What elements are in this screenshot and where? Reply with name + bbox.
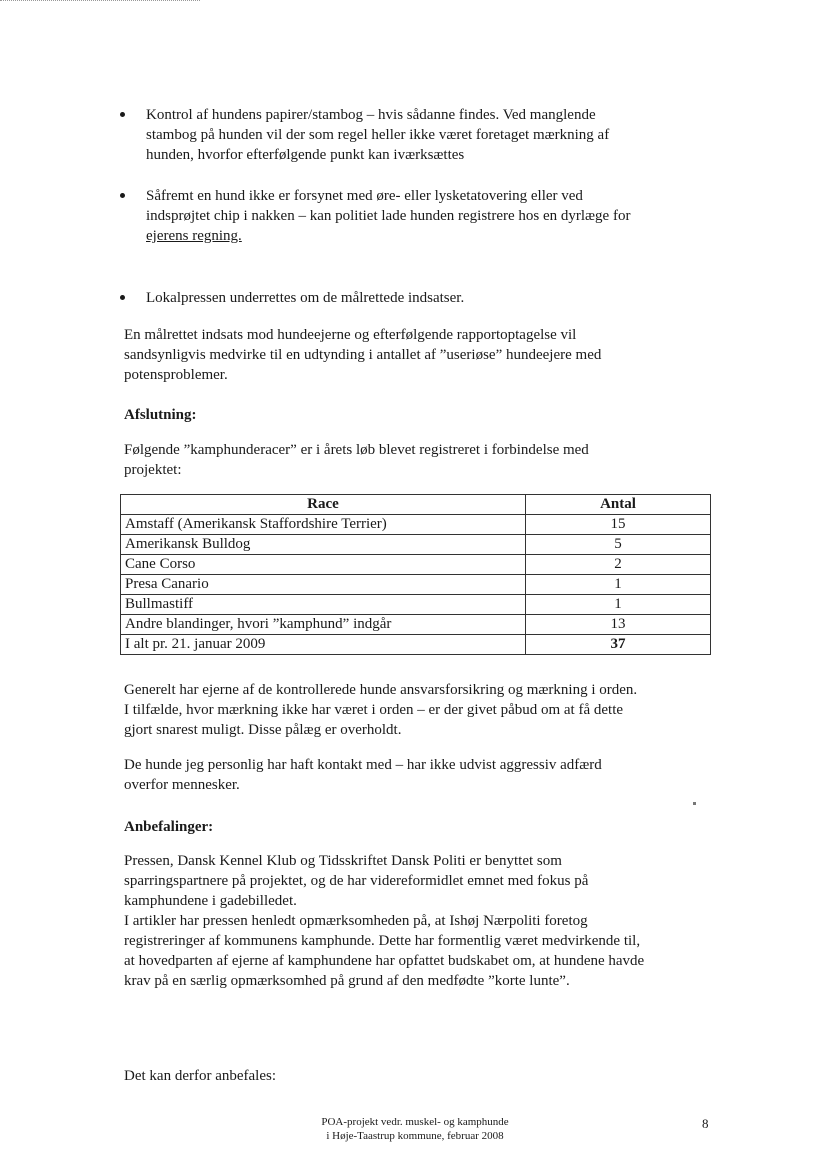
heading-conclusion: Afslutning: [124,407,197,423]
bullet-line-underlined: ejerens regning. [146,228,242,244]
table-row [121,615,711,635]
paragraph-line: at hovedparten af ejerne af kamphundene har opfattet budskabet om, at hundene havde [124,953,645,969]
paragraph-line: registreringer af kommunens kamphunde. Dette har formentlig været medvirkende til, [124,933,641,949]
bullet-line: hunden, hvorfor efterfølgende punkt kan iværksættes [146,147,465,163]
paragraph-following-breeds [124,440,708,480]
paragraph-line: I tilfælde, hvor mærkning ikke har været i orden – er der givet påbud om at få dette [124,702,624,718]
bullet-item-press [120,288,708,308]
table-row [121,595,711,615]
paragraph-line: Generelt har ejerne af de kontrollerede hunde ansvarsforsikring og mærkning i orden. [124,682,638,698]
page-number: 8 [702,1116,709,1131]
paragraph-line: projektet: [124,462,182,478]
count-cell: 1 [526,595,711,615]
bullet-icon [120,112,125,117]
count-cell: 15 [526,515,711,535]
race-cell: Amstaff (Amerikansk Staffordshire Terrier) [121,515,526,535]
paragraph-line: potensproblemer. [124,367,228,383]
paragraph-line: Pressen, Dansk Kennel Klub og Tidsskriftet Dansk Politi er benyttet som [124,853,562,869]
paragraph-line: gjort snarest muligt. Disse pålæg er overholdt. [124,722,402,738]
page-footer [290,1115,540,1143]
paragraph-targeted-effort [124,325,708,385]
footer-line: i Høje-Taastrup kommune, februar 2008 [326,1130,504,1142]
table-total-row [121,635,711,655]
table-row [121,555,711,575]
count-cell: 1 [526,575,711,595]
race-cell: Bullmastiff [121,595,526,615]
paragraph-line: krav på en særlig opmærksomhed på grund af den medfødte ”korte lunte”. [124,973,570,989]
paragraph-line: Følgende ”kamphunderacer” er i årets løb blevet registreret i forbindelse med [124,442,589,458]
count-cell: 5 [526,535,711,555]
count-cell: 2 [526,555,711,575]
bullet-icon [120,295,125,300]
table-header-row [121,495,711,515]
paragraph-contact [124,755,708,795]
bullet-icon [120,193,125,198]
bullet-line: stambog på hunden vil der som regel heller ikke været foretaget mærkning af [146,127,610,143]
column-header-race: Race [121,495,526,515]
total-label-cell: I alt pr. 21. januar 2009 [121,635,526,655]
race-cell: Andre blandinger, hvori ”kamphund” indgår [121,615,526,635]
bullet-line: Lokalpressen underrettes om de målrettede indsatser. [146,290,465,306]
paragraph-recommend: Det kan derfor anbefales: [124,1068,277,1084]
paragraph-line: En målrettet indsats mod hundeejerne og efterfølgende rapportoptagelse vil [124,327,577,343]
race-cell: Amerikansk Bulldog [121,535,526,555]
paragraph-line: overfor mennesker. [124,777,240,793]
race-cell: Presa Canario [121,575,526,595]
paragraph-line: kamphundene i gadebilledet. [124,893,297,909]
paragraph-line: De hunde jeg personlig har haft kontakt med – har ikke udvist aggressiv adfærd [124,757,602,773]
bullet-item-chip [120,186,708,246]
table-row [121,535,711,555]
paragraph-line: I artikler har pressen henledt opmærksomheden på, at Ishøj Nærpoliti foretog [124,913,588,929]
scan-artifact [693,802,696,805]
bullet-line: Kontrol af hundens papirer/stambog – hvis sådanne findes. Ved manglende [146,107,596,123]
paragraph-general [124,680,708,740]
paragraph-line: sparringspartnere på projektet, og de har videreformidlet emnet med fokus på [124,873,589,889]
scan-artifact [0,0,200,5]
race-cell: Cane Corso [121,555,526,575]
heading-recommendations: Anbefalinger: [124,819,214,835]
bullet-line: Såfremt en hund ikke er forsynet med øre- eller lysketatovering eller ved [146,188,583,204]
footer-line: POA-projekt vedr. muskel- og kamphunde [321,1116,509,1128]
paragraph-press [124,851,708,991]
count-cell: 13 [526,615,711,635]
table-row [121,515,711,535]
total-count-cell: 37 [526,635,711,655]
column-header-count: Antal [526,495,711,515]
table-row [121,575,711,595]
bullet-line: indsprøjtet chip i nakken – kan politiet lade hunden registrere hos en dyrlæge for [146,208,631,224]
bullet-item-papers [120,105,708,165]
paragraph-line: sandsynligvis medvirke til en udtynding i antallet af ”useriøse” hundeejere med [124,347,602,363]
breed-table [120,494,711,655]
